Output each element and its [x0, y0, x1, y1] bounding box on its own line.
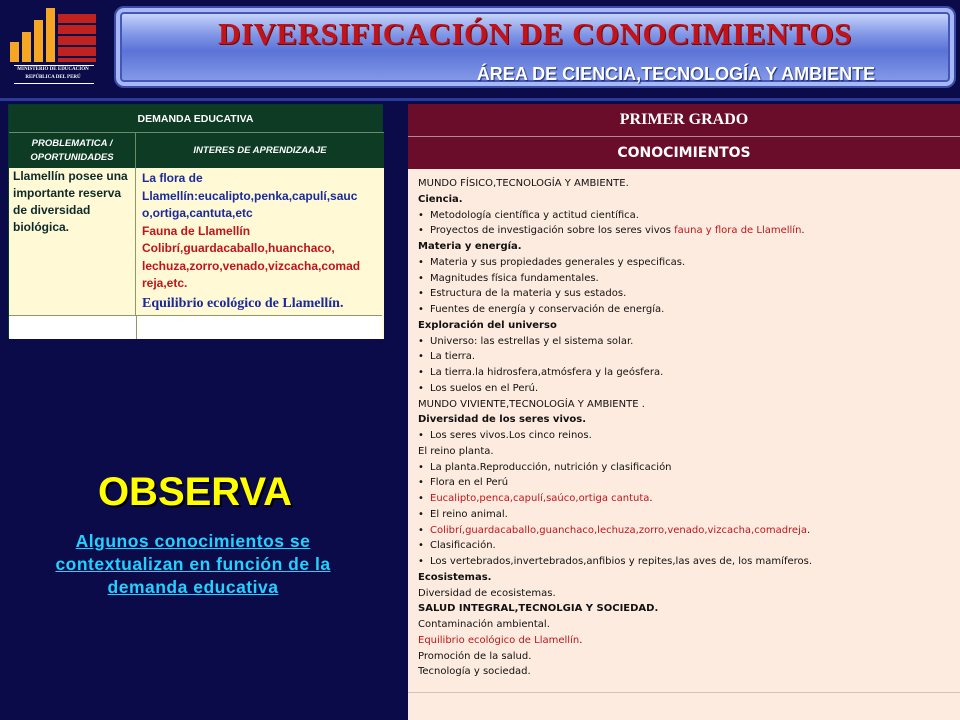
knowledge-line-text: Materia y energía.: [418, 241, 522, 252]
knowledge-line-text: El reino planta.: [418, 445, 494, 457]
interes-cell: [136, 168, 384, 339]
knowledge-line: [418, 286, 954, 302]
knowledge-line: [418, 617, 954, 633]
panel-bottom-rule: [408, 692, 960, 693]
knowledge-line-text: Clasificación.: [430, 540, 496, 552]
knowledge-line: [418, 460, 954, 476]
demand-table: [8, 104, 383, 338]
knowledge-line-tail: .: [807, 524, 811, 536]
knowledge-line: [418, 349, 954, 365]
knowledge-line-text: MUNDO VIVIENTE,TECNOLOGÍA Y AMBIENTE .: [418, 398, 645, 410]
knowledge-line: [418, 412, 954, 428]
col-interes-header: INTERES DE APRENDIZAAJE: [136, 132, 384, 168]
logo-block: [58, 14, 96, 62]
grade-header: PRIMER GRADO: [408, 104, 960, 136]
knowledge-line: [418, 649, 954, 665]
knowledge-line-highlight: Colibrí,guardacaballo,guanchaco,lechuza,zorro,venado,vizcacha,comadreja: [430, 524, 807, 536]
knowledge-line-text: Magnitudes física fundamentales.: [430, 272, 599, 284]
knowledge-line-highlight: fauna y flora de Llamellín: [674, 225, 802, 237]
knowledge-line-text: Diversidad de los seres vivos.: [418, 414, 587, 426]
knowledge-line-text: Contaminación ambiental.: [418, 619, 550, 630]
header-banner: [114, 6, 956, 88]
logo-bar-1: [10, 42, 19, 62]
knowledge-line-text: Exploración del universo: [418, 319, 557, 331]
knowledge-list: [418, 176, 954, 680]
logo-bar-3: [34, 20, 43, 62]
knowledge-line: [418, 397, 954, 413]
table-col-divider: [136, 316, 137, 339]
knowledge-line: [418, 538, 954, 554]
knowledge-line-text: Diversidad de ecosistemas.: [418, 587, 556, 599]
knowledge-line: [418, 633, 954, 649]
knowledge-line: [418, 192, 954, 208]
logo-bar-4: [46, 8, 55, 62]
knowledge-line-text: Tecnología y sociedad.: [418, 666, 531, 678]
observa-heading: OBSERVA: [97, 470, 293, 514]
knowledge-line-highlight: Eucalipto,penca,capulí,saúco,ortiga cantuta: [430, 493, 650, 504]
fauna-text: Colibrí,guardacaballo,huanchaco, lechuza,zorro,venado,vizcacha,comad reja,etc.: [142, 241, 361, 290]
knowledge-line-text: Los vertebrados,invertebrados,anfibios y repites,las aves de, los mamíferos.: [430, 556, 813, 567]
knowledge-line: [418, 381, 954, 397]
knowledge-line: [418, 223, 954, 239]
knowledge-line: [418, 523, 954, 539]
knowledge-line: [418, 239, 954, 255]
knowledge-line: [418, 554, 954, 570]
logo-caption: [4, 66, 102, 82]
table-empty-row: [9, 316, 382, 339]
knowledge-line: [418, 507, 954, 523]
demand-table-header: DEMANDA EDUCATIVA: [9, 105, 382, 132]
knowledge-line: [418, 271, 954, 287]
observa-note-link[interactable]: Algunos conocimientos se contextualizan en función de la demanda educativa: [55, 531, 331, 597]
knowledge-line-text: Materia y sus propiedades generales y especificas.: [430, 256, 686, 268]
logo-bar-2: [22, 32, 31, 62]
knowledge-line-text: Metodología científica y actitud científica.: [430, 209, 639, 221]
flora-text: La flora de Llamellín:eucalipto,penka,capulí,sauc o,ortiga,cantuta,etc: [142, 171, 358, 220]
knowledge-line: [418, 491, 954, 507]
knowledge-line: [418, 444, 954, 460]
fauna-title: Fauna de Llamellín: [142, 223, 251, 238]
knowledge-line: [418, 601, 954, 617]
knowledge-line: [418, 586, 954, 602]
knowledge-line: [418, 475, 954, 491]
knowledge-line-text: Estructura de la materia y sus estados.: [430, 288, 627, 300]
knowledge-line-text: Los suelos en el Perú.: [430, 382, 539, 394]
knowledge-line-tail: .: [649, 493, 653, 504]
knowledge-line-text: Proyectos de investigación sobre los seres vivos: [430, 225, 675, 237]
logo-rule-bottom: [14, 83, 94, 84]
knowledge-line: [418, 208, 954, 224]
knowledge-line-text: Flora en el Perú: [430, 477, 509, 489]
equilibrio-text: Equilibrio ecológico de Llamellín.: [142, 295, 344, 311]
knowledge-line-text: Ciencia.: [418, 193, 463, 205]
knowledge-line-text: Ecosistemas.: [418, 571, 492, 583]
knowledge-line: [418, 570, 954, 586]
ministry-logo: [4, 6, 102, 94]
knowledge-line-text: Los seres vivos.Los cinco reinos.: [430, 430, 592, 441]
knowledge-line-text: La tierra.la hidrosfera,atmósfera y la geósfera.: [430, 367, 664, 378]
knowledge-line-tail: .: [801, 225, 805, 237]
col-problematica-header: PROBLEMATICA / OPORTUNIDADES: [9, 132, 136, 168]
knowledge-line-text: La tierra.: [430, 351, 476, 363]
knowledge-line-text: Fuentes de energía y conservación de energía.: [430, 304, 665, 315]
knowledge-line-text: SALUD INTEGRAL,TECNOLGIA Y SOCIEDAD.: [418, 603, 659, 615]
logo-caption-line2: REPÚBLICA DEL PERÚ: [25, 75, 81, 80]
knowledge-line: [418, 334, 954, 350]
section-header: CONOCIMIENTOS: [408, 137, 960, 169]
knowledge-line: [418, 302, 954, 318]
knowledge-line-text: Universo: las estrellas y el sistema solar.: [430, 335, 634, 347]
knowledge-line-text: La planta.Reproducción, nutrición y clasificación: [430, 461, 672, 473]
knowledge-line-text: Promoción de la salud.: [418, 650, 532, 662]
knowledge-line: [418, 176, 954, 192]
page-title: DIVERSIFICACIÓN DE CONOCIMIENTOS: [218, 16, 852, 51]
knowledge-line: [418, 365, 954, 381]
knowledge-line: [418, 428, 954, 444]
knowledge-line: [418, 255, 954, 271]
knowledge-line: [418, 318, 954, 334]
problematica-cell: Llamellín posee una importante reserva de diversidad biológica.: [9, 168, 136, 339]
header-divider: [0, 98, 960, 101]
knowledge-line: [418, 664, 954, 680]
knowledge-line-text: MUNDO FÍSICO,TECNOLOGÍA Y AMBIENTE.: [418, 178, 629, 189]
page-subtitle: ÁREA DE CIENCIA,TECNOLOGÍA Y AMBIENTE: [476, 64, 876, 84]
knowledge-panel: [408, 104, 960, 720]
knowledge-line-tail: .: [579, 634, 583, 646]
knowledge-line-highlight: Equilibrio ecológico de Llamellín: [418, 634, 580, 646]
knowledge-line-text: El reino animal.: [430, 508, 508, 520]
logo-caption-line1: MINISTERIO DE EDUCACIÓN: [17, 67, 89, 72]
